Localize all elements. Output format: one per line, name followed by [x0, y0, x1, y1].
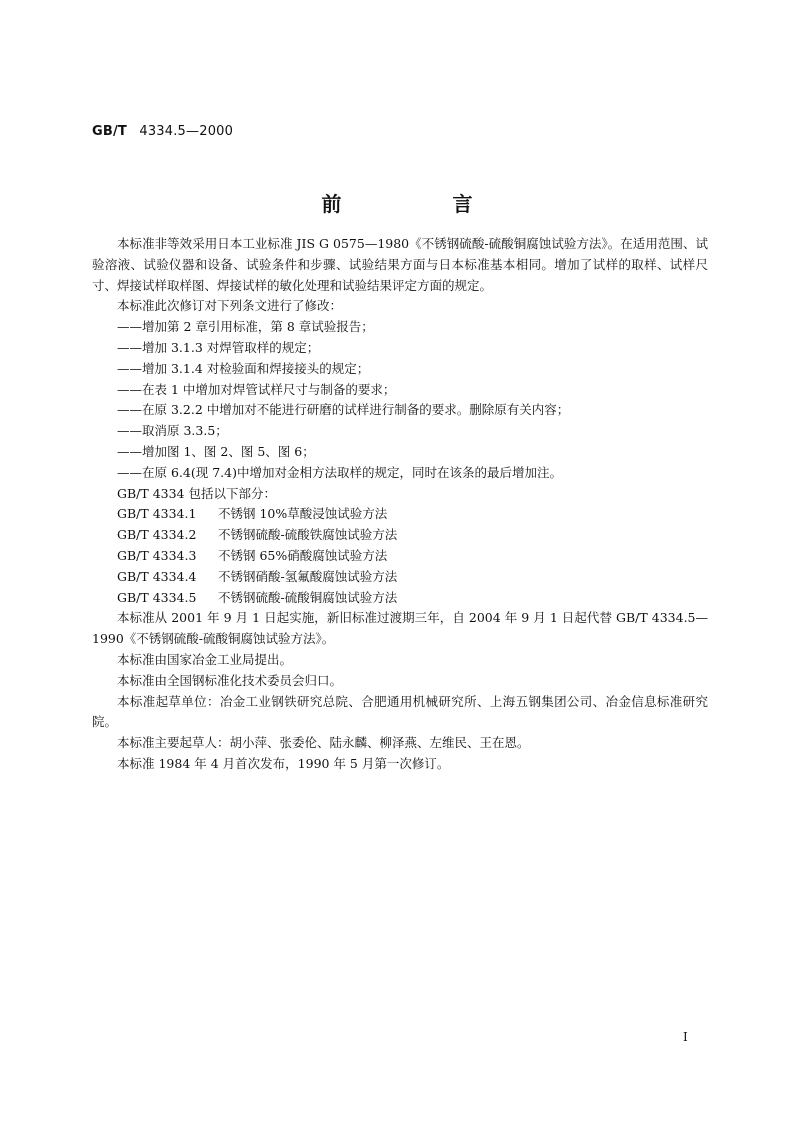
standard-prefix: GB/T [92, 124, 127, 139]
part-code: GB/T 4334.1 [117, 506, 197, 522]
closing-paragraph: 本标准 1984 年 4 月首次发布，1990 年 5 月第一次修订。 [117, 755, 450, 771]
part-item [92, 525, 708, 546]
part-code: GB/T 4334.2 [117, 527, 197, 543]
closing-paragraph: 本标准由国家冶金工业局提出。 [117, 651, 293, 667]
parts-intro: GB/T 4334 包括以下部分： [117, 485, 276, 501]
standard-code [92, 124, 233, 139]
part-item [92, 504, 708, 525]
change-item: ——增加 3.1.4 对检验面和焊接接头的规定； [117, 360, 370, 376]
part-title: 不锈钢 65%硝酸腐蚀试验方法 [218, 547, 388, 563]
part-item [92, 567, 708, 588]
intro-paragraph: 本标准非等效采用日本工业标准 JIS G 0575—1980《不锈钢硫酸-硫酸铜腐蚀试验方法》。在适用范围、试验溶液、试验仪器和设备、试验条件和步骤、试验结果方面与日本标准基本相同。增加了试样的取样、试样尺寸、焊接试样取样图、焊接试样的敏化处理和试验结果评定方面的规定。 [92, 236, 708, 293]
closing-paragraph: 本标准主要起草人：胡小萍、张委伦、陆永麟、柳泽燕、左维民、王在恩。 [117, 735, 530, 751]
intro-paragraph: 本标准此次修订对下列条文进行了修改： [117, 298, 343, 314]
part-item [92, 588, 708, 609]
part-item [92, 546, 708, 567]
change-item: ——在原 3.2.2 中增加对不能进行研磨的试样进行制备的要求。删除原有关内容； [117, 402, 570, 418]
change-item: ——在表 1 中增加对焊管试样尺寸与制备的要求； [117, 381, 396, 397]
part-code: GB/T 4334.5 [117, 589, 197, 605]
standard-number: 4334.5—2000 [139, 124, 234, 139]
part-code: GB/T 4334.4 [117, 568, 197, 584]
page-number: I [683, 1030, 688, 1044]
closing-paragraph: 本标准从 2001 年 9 月 1 日起实施，新旧标准过渡期三年，自 2004 年 9 月 1 日起代替 GB/T 4334.5—1990《不锈钢硫酸-硫酸铜腐蚀试验方法》。 [92, 610, 708, 647]
page-title: 前 言 [321, 192, 525, 216]
change-item: ——取消原 3.3.5； [117, 423, 228, 439]
closing-paragraph: 本标准由全国钢标准化技术委员会归口。 [117, 672, 343, 688]
change-item: ——增加 3.1.3 对焊管取样的规定； [117, 339, 320, 355]
part-title: 不锈钢硝酸-氢氟酸腐蚀试验方法 [218, 568, 398, 584]
part-title: 不锈钢硫酸-硫酸铜腐蚀试验方法 [218, 589, 398, 605]
foreword-body [92, 234, 708, 775]
part-title: 不锈钢硫酸-硫酸铁腐蚀试验方法 [218, 527, 398, 543]
part-code: GB/T 4334.3 [117, 547, 197, 563]
change-item: ——增加第 2 章引用标准，第 8 章试验报告； [117, 319, 374, 335]
change-item: ——增加图 1、图 2、图 5、图 6； [117, 443, 315, 459]
closing-paragraph: 本标准起草单位：冶金工业钢铁研究总院、合肥通用机械研究所、上海五钢集团公司、冶金信息标准研究院。 [92, 693, 708, 730]
change-item: ——在原 6.4(现 7.4)中增加对金相方法取样的规定，同时在该条的最后增加注。 [117, 464, 562, 480]
part-title: 不锈钢 10%草酸浸蚀试验方法 [218, 506, 388, 522]
